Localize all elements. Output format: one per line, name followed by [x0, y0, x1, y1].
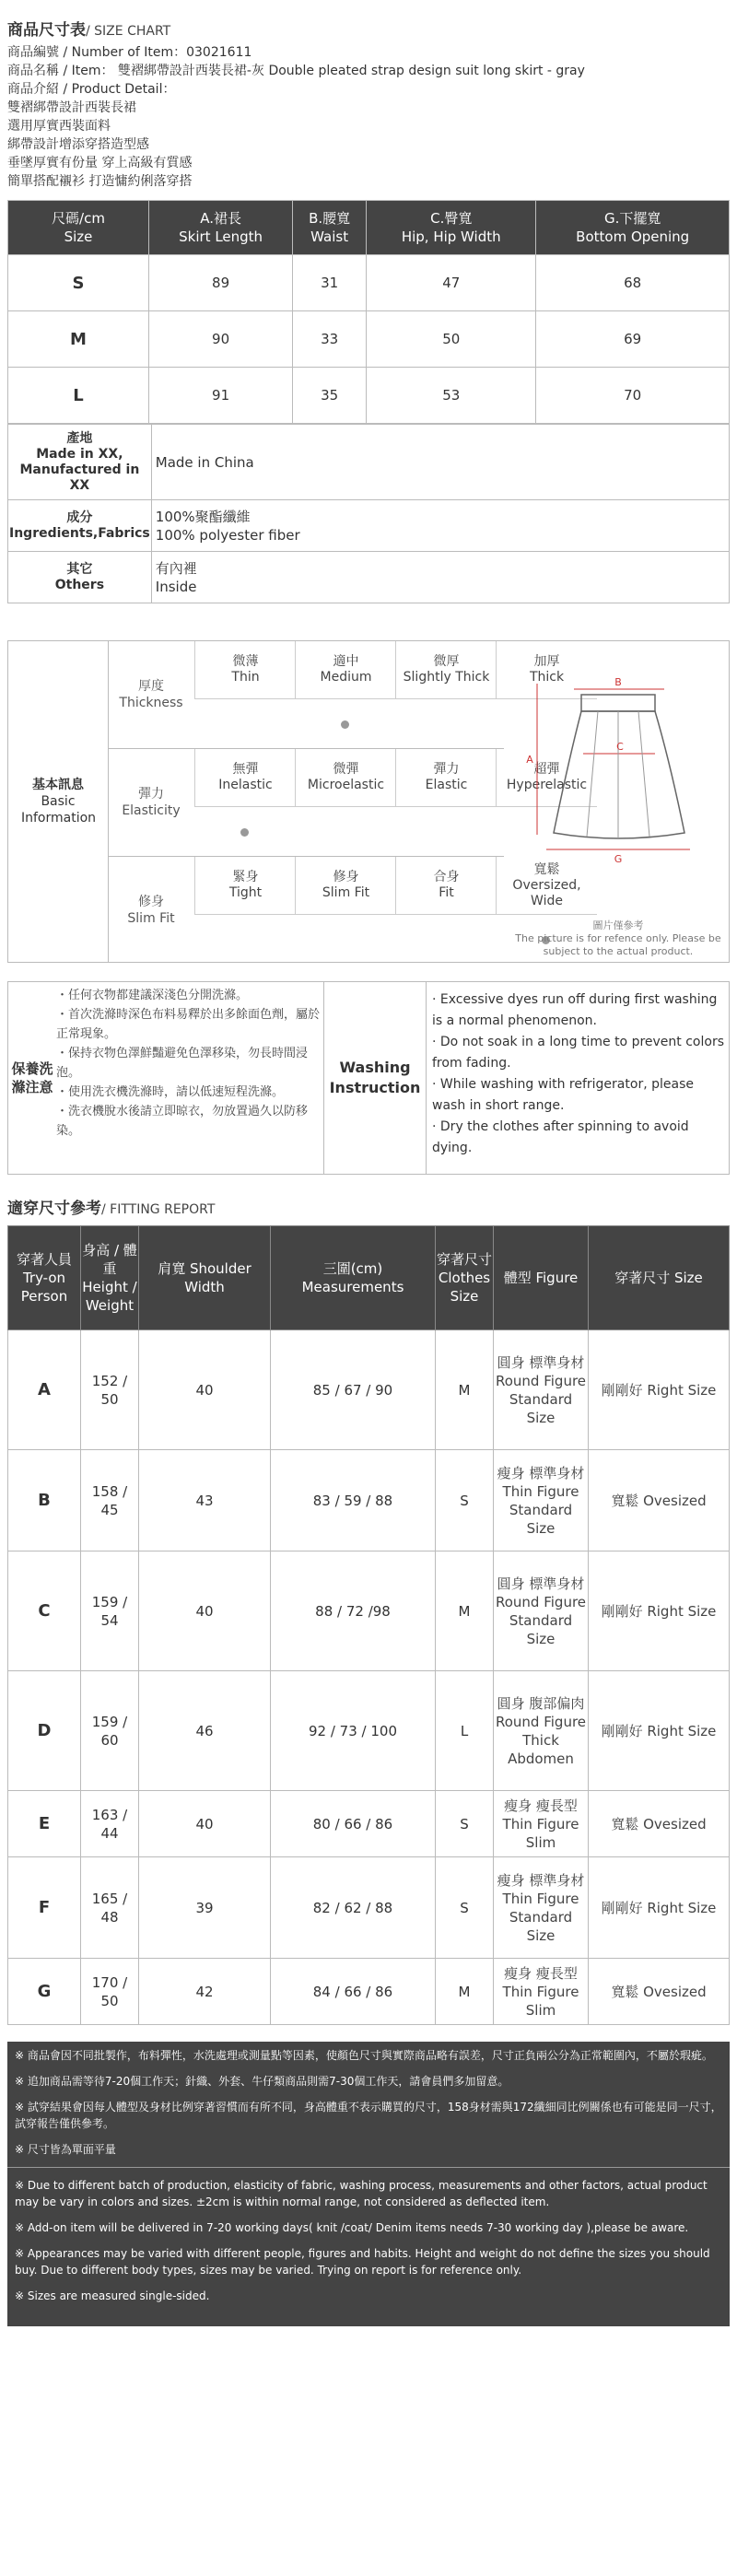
option-zh: 微厚: [433, 654, 460, 669]
fitting-table: [7, 1225, 730, 2025]
notes-panel: [7, 2042, 730, 2326]
measurements: 80 / 66 / 86: [271, 1791, 436, 1857]
option-cell: [194, 857, 296, 915]
skirt-illustration: [506, 641, 731, 918]
header-cell: Waist: [310, 228, 349, 245]
header-cell: 穿著人員 Try-on Person: [8, 1226, 81, 1330]
washing-item-zh: ・洗衣機脫水後請立即晾衣，勿放置過久以防移染。: [56, 1105, 309, 1138]
product-detail-label: 商品介紹 / Product Detail：: [7, 82, 176, 97]
washing-item-en: · Dry the clothes after spinning to avoid dying.: [432, 1119, 689, 1155]
others-value: 有內裡: [155, 559, 197, 577]
fit-result: 剛剛好 Right Size: [589, 1857, 730, 1959]
person-id: D: [8, 1671, 81, 1791]
height-weight: 159 / 60: [81, 1671, 139, 1791]
shoulder-width: 39: [139, 1857, 271, 1959]
shoulder-width: 40: [139, 1791, 271, 1857]
item-number: 商品編號 / Number of Item：03021611: [7, 45, 252, 60]
diagram-letter: A: [526, 754, 533, 766]
table-cell: 89: [149, 255, 293, 311]
row-label-zh: 彈力: [138, 787, 164, 802]
clothes-size: S: [436, 1791, 494, 1857]
option-en: Tight: [228, 885, 263, 900]
title-zh: 商品尺寸表: [7, 21, 86, 40]
option-cell: [295, 749, 396, 807]
option-cell: [295, 857, 396, 915]
origin-value: Made in China: [155, 453, 254, 471]
option-en: Fit: [439, 885, 454, 900]
header-cell: B.腰寬: [309, 210, 351, 227]
detail-line: 綁帶設計增添穿搭造型感: [7, 137, 149, 152]
option-cell: [194, 641, 296, 699]
notes-divider: [7, 2167, 730, 2168]
note-en: ※ Sizes are measured single-sided.: [15, 2289, 210, 2302]
origin-label-zh: 產地: [66, 430, 93, 446]
fit-result: 寬鬆 Ovesized: [589, 1791, 730, 1857]
skirt-pleats: [587, 711, 649, 838]
fit-result: 剛剛好 Right Size: [589, 1330, 730, 1450]
height-weight: 170 / 50: [81, 1959, 139, 2025]
table-row: [8, 1450, 730, 1551]
table-row: [8, 311, 730, 368]
option-zh: 修身: [333, 870, 359, 884]
size-chart-page: [7, 17, 730, 2326]
table-cell: 90: [149, 311, 293, 368]
option-cell: [395, 749, 497, 807]
size-table-header: [8, 201, 730, 255]
ingredients-label-en: Ingredients,Fabrics: [9, 525, 150, 541]
table-cell: 69: [536, 311, 730, 368]
detail-line: 選用厚實西裝面料: [7, 119, 111, 134]
table-row: [8, 1959, 730, 2025]
clothes-size: S: [436, 1450, 494, 1551]
fit-result: 剛剛好 Right Size: [589, 1551, 730, 1671]
measurements: 88 / 72 /98: [271, 1551, 436, 1671]
elasticity-row: [108, 749, 588, 857]
header-cell: 體型 Figure: [494, 1226, 589, 1330]
washing-label-zh: 保養洗滌注意: [11, 1060, 53, 1095]
option-en: Slightly Thick: [403, 670, 490, 685]
fitting-title-en: / FITTING REPORT: [101, 1202, 216, 1217]
size-label: M: [8, 311, 149, 368]
fitting-title: [7, 1195, 730, 1218]
shoulder-width: 46: [139, 1671, 271, 1791]
washing-item-zh: ・使用洗衣機洗滌時，請以低速短程洗滌。: [56, 1085, 285, 1099]
caption-en: The picture is for refence only. Please be subject to the actual product.: [515, 932, 721, 957]
height-weight: 165 / 48: [81, 1857, 139, 1959]
row-label-zh: 修身: [138, 895, 164, 909]
measurements: 92 / 73 / 100: [271, 1671, 436, 1791]
note-zh: ※ 試穿結果會因每人體型及身材比例穿著習慣而有所不同，身高體重不表示購買的尺寸，158身材需與172纖細同比例關係也有可能是同一尺寸，試穿報告僅供參考。: [15, 2101, 722, 2130]
fit-result: 剛剛好 Right Size: [589, 1671, 730, 1791]
person-id: G: [8, 1959, 81, 2025]
thickness-row: [108, 641, 565, 749]
shoulder-width: 40: [139, 1551, 271, 1671]
basic-label-en: Basic Information: [21, 794, 97, 825]
table-row: [8, 368, 730, 424]
figure: 瘦身 標準身材 Thin Figure Standard Size: [494, 1857, 589, 1959]
row-label-zh: 厚度: [138, 679, 164, 694]
table-row: [8, 1791, 730, 1857]
washing-list-zh: [56, 986, 323, 1141]
ingredients-value: 100% polyester fiber: [155, 526, 300, 544]
header-cell: Skirt Length: [179, 228, 263, 245]
option-cell: [395, 641, 497, 699]
figure: 圓身 腹部偏肉 Round Figure Thick Abdomen: [494, 1671, 589, 1791]
table-row: [8, 1671, 730, 1791]
fitting-title-zh: 適穿尺寸參考: [7, 1200, 101, 1218]
option-en: Oversized, Wide: [512, 877, 581, 908]
detail-line: 雙褶綁帶設計西裝長裙: [7, 100, 136, 115]
fit-result: 寬鬆 Ovesized: [589, 1450, 730, 1551]
table-row: [8, 425, 730, 500]
note-en: ※ Due to different batch of production, elasticity of fabric, washing process, measurements and other factors, actual product may be vary in colors and sizes. ±2cm is within normal range, not considered as deflected item.: [15, 2179, 708, 2208]
product-info: [7, 43, 730, 191]
row-label-en: Elasticity: [122, 803, 181, 818]
washing-item-zh: ・任何衣物都建議深淺色分開洗滌。: [56, 989, 249, 1002]
basic-information: [7, 640, 730, 963]
slim-fit-row: [108, 857, 581, 964]
size-label: S: [8, 255, 149, 311]
option-zh: 微彈: [333, 762, 359, 777]
note-zh: ※ 尺寸皆為單面平量: [15, 2143, 116, 2156]
person-id: F: [8, 1857, 81, 1959]
figure: 圓身 標準身材 Round Figure Standard Size: [494, 1330, 589, 1450]
header-cell: 三圍(cm) Measurements: [271, 1226, 436, 1330]
diagram-letter: G: [614, 853, 623, 865]
detail-line: 垂墜厚實有份量 穿上高級有質感: [7, 156, 193, 170]
clothes-size: S: [436, 1857, 494, 1959]
figure: 瘦身 瘦長型 Thin Figure Slim: [494, 1959, 589, 2025]
material-table: [7, 424, 730, 603]
washing-item-en: · Do not soak in a long time to prevent colors from fading.: [432, 1035, 724, 1071]
fit-result: 寬鬆 Ovesized: [589, 1959, 730, 2025]
washing-item-zh: ・保持衣物色澤鮮豔避免色澤移染，勿長時間浸泡。: [56, 1047, 309, 1080]
height-weight: 158 / 45: [81, 1450, 139, 1551]
table-row: [8, 1330, 730, 1450]
table-row: [8, 552, 730, 603]
table-cell: 68: [536, 255, 730, 311]
option-zh: 微薄: [232, 654, 259, 669]
row-label-en: Slim Fit: [127, 911, 175, 926]
skirt-body: [554, 711, 684, 838]
fitting-header: [8, 1226, 730, 1330]
table-row: [8, 255, 730, 311]
diagram-letter: C: [616, 741, 624, 753]
header-cell: G.下擺寬: [603, 210, 661, 227]
height-weight: 159 / 54: [81, 1551, 139, 1671]
measurements: 83 / 59 / 88: [271, 1450, 436, 1551]
selected-dot: [341, 720, 349, 729]
others-label-zh: 其它: [66, 561, 93, 577]
note-en: ※ Add-on item will be delivered in 7-20 working days( knit /coat/ Denim items needs 7-30 working day ),please be aware.: [15, 2221, 689, 2234]
note-en: ※ Appearances may be varied with different people, figures and habits. Height and weight do not define the sizes you should buy. Due to different body types, sizes may be varied. Trying on report is for reference only.: [15, 2247, 710, 2277]
note-zh: ※ 追加商品需等待7-20個工作天；針織、外套、牛仔類商品則需7-30個工作天，請會員們多加留意。: [15, 2075, 509, 2088]
skirt-diagram: [506, 641, 731, 962]
header-cell: 身高 / 體重 Height / Weight: [81, 1226, 139, 1330]
option-zh: 緊身: [232, 870, 259, 884]
clothes-size: M: [436, 1551, 494, 1671]
ingredients-label-zh: 成分: [66, 509, 93, 525]
item-name: 商品名稱 / Item： 雙褶綁帶設計西裝長裙-灰 Double pleated strap design suit long skirt - gray: [7, 64, 585, 78]
table-cell: 35: [293, 368, 367, 424]
table-cell: 70: [536, 368, 730, 424]
skirt-waistband: [581, 695, 655, 711]
option-zh: 加厚: [533, 654, 560, 669]
washing-item-en: · Excessive dyes run off during first washing is a normal phenomenon.: [432, 992, 718, 1028]
header-cell: C.臀寬: [430, 210, 473, 227]
option-en: Microelastic: [307, 778, 385, 792]
option-en: Medium: [320, 670, 372, 685]
table-row: [8, 500, 730, 552]
others-value: Inside: [155, 578, 197, 595]
measurements: 84 / 66 / 86: [271, 1959, 436, 2025]
detail-line: 簡單搭配襯衫 打造慵約俐落穿搭: [7, 174, 193, 189]
header-cell: Bottom Opening: [576, 228, 690, 245]
measurements: 85 / 67 / 90: [271, 1330, 436, 1450]
person-id: E: [8, 1791, 81, 1857]
row-label-en: Thickness: [119, 696, 183, 710]
option-zh: 合身: [433, 870, 460, 884]
person-id: A: [8, 1330, 81, 1450]
diagram-caption: [506, 919, 731, 958]
basic-label-zh: 基本訊息: [32, 778, 84, 792]
shoulder-width: 43: [139, 1450, 271, 1551]
option-en: Elastic: [425, 778, 468, 792]
option-en: Thick: [529, 670, 565, 685]
table-cell: 50: [367, 311, 536, 368]
header-cell: Hip, Hip Width: [401, 228, 501, 245]
clothes-size: L: [436, 1671, 494, 1791]
table-cell: 31: [293, 255, 367, 311]
header-cell: 肩寬 Shoulder Width: [139, 1226, 271, 1330]
option-cell: [395, 857, 497, 915]
size-table: [7, 200, 730, 424]
ingredients-value: 100%聚酯纖維: [155, 508, 251, 525]
option-zh: 彈力: [433, 762, 460, 777]
clothes-size: M: [436, 1959, 494, 2025]
washing-label-en: Washing Instruction: [323, 982, 427, 1174]
diagram-letter: B: [614, 676, 622, 688]
origin-label-en: Made in XX, Manufactured in XX: [19, 446, 140, 493]
table-cell: 33: [293, 311, 367, 368]
table-row: [8, 1551, 730, 1671]
table-cell: 47: [367, 255, 536, 311]
figure: 瘦身 瘦長型 Thin Figure Slim: [494, 1791, 589, 1857]
header-cell: Size: [64, 228, 93, 245]
header-cell: 穿著尺寸 Size: [589, 1226, 730, 1330]
figure: 瘦身 標準身材 Thin Figure Standard Size: [494, 1450, 589, 1551]
basic-info-label: [8, 641, 109, 962]
selected-dot: [240, 828, 249, 837]
washing-instruction: [7, 981, 730, 1175]
caption-zh: 圖片僅參考: [592, 919, 644, 931]
washing-list-en: [432, 989, 727, 1159]
measurements: 82 / 62 / 88: [271, 1857, 436, 1959]
option-cell: [295, 641, 396, 699]
height-weight: 163 / 44: [81, 1791, 139, 1857]
option-zh: 無彈: [232, 762, 259, 777]
size-label: L: [8, 368, 149, 424]
person-id: C: [8, 1551, 81, 1671]
washing-item-en: · While washing with refrigerator, please wash in short range.: [432, 1077, 694, 1113]
person-id: B: [8, 1450, 81, 1551]
figure: 圓身 標準身材 Round Figure Standard Size: [494, 1551, 589, 1671]
header-cell: 尺碼/cm: [52, 210, 105, 227]
header-cell: A.裙長: [200, 210, 241, 227]
title-en: / SIZE CHART: [86, 24, 171, 39]
height-weight: 152 / 50: [81, 1330, 139, 1450]
shoulder-width: 40: [139, 1330, 271, 1450]
shoulder-width: 42: [139, 1959, 271, 2025]
clothes-size: M: [436, 1330, 494, 1450]
others-label-en: Others: [54, 577, 105, 592]
attribute-grid: [108, 641, 588, 964]
option-zh: 寬鬆: [533, 861, 560, 877]
table-row: [8, 1857, 730, 1959]
option-en: Thin: [231, 670, 260, 685]
note-zh: ※ 商品會因不同批製作，布料彈性，水洗處理或測量點等因素，使顏色尺寸與實際商品略有誤差，尺寸正負兩公分為正常範圍內，不屬於瑕疵。: [15, 2049, 713, 2062]
option-en: Slim Fit: [322, 885, 370, 900]
table-cell: 53: [367, 368, 536, 424]
option-en: Inelastic: [218, 778, 273, 792]
washing-item-zh: ・首次洗滌時深色布料易釋於出多餘面色劑，屬於正常現象。: [56, 1008, 321, 1041]
option-cell: [194, 749, 296, 807]
table-cell: 91: [149, 368, 293, 424]
option-zh: 超彈: [533, 762, 560, 777]
option-en: Hyperelastic: [506, 778, 588, 792]
option-zh: 適中: [333, 654, 359, 669]
page-title: [7, 17, 730, 40]
header-cell: 穿著尺寸 Clothes Size: [436, 1226, 494, 1330]
